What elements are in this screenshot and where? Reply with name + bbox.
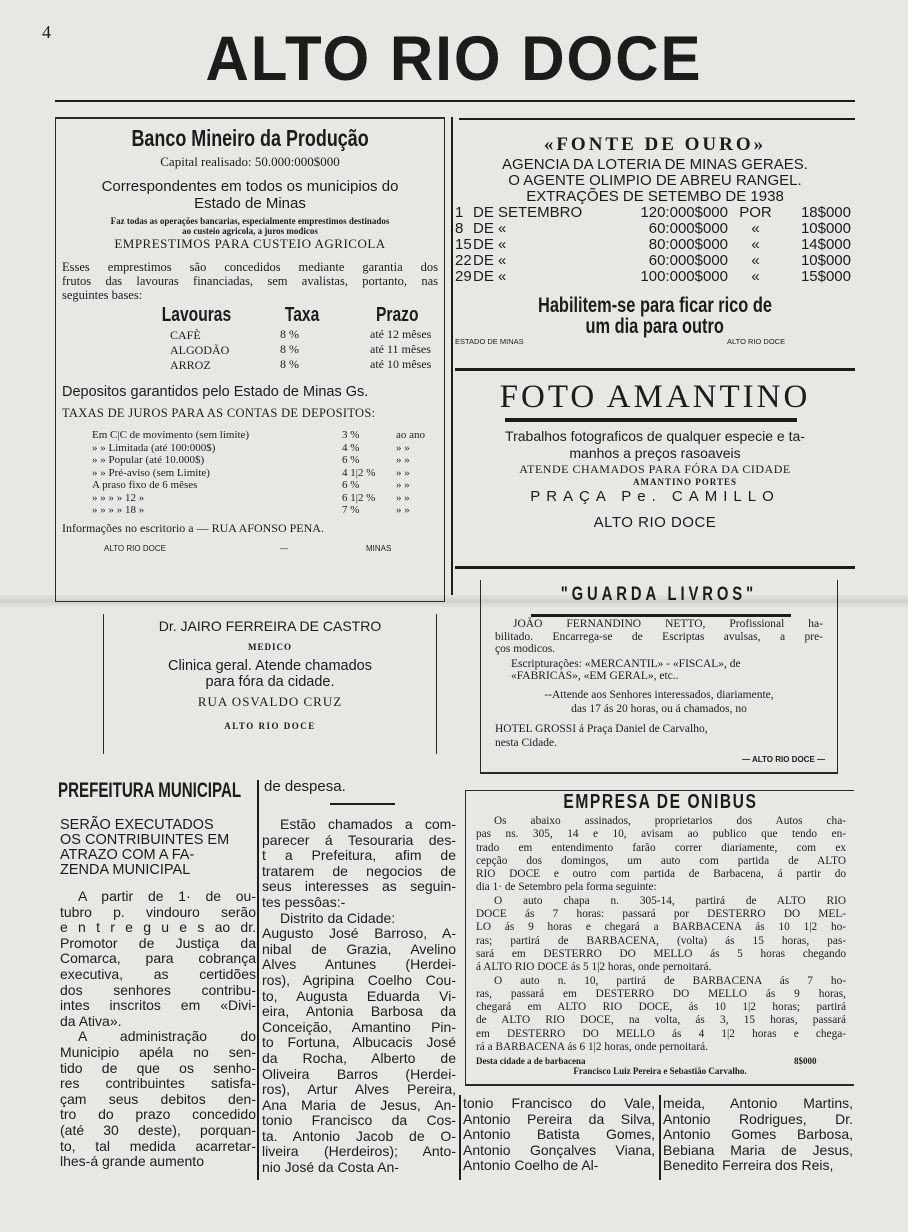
loteria-row: [455, 253, 851, 269]
loteria-row-cell: 10$000: [800, 252, 851, 269]
banco-texto: [62, 260, 438, 302]
text-line: chegará em ALTO RIO DOCE, ás 10 1|2 horas; partirá: [476, 1001, 846, 1014]
taxa-row-cell: 7 %: [342, 504, 360, 516]
text-line: Escripturações: «MERCANTIL» - «FISCAL», de: [511, 657, 741, 670]
text-line: pas ns. 305, 14 e 10, avisam ao publico que tendo en-: [476, 828, 846, 841]
loteria-row: [455, 237, 851, 253]
text-line: frutos das lavouras financiadas, sem avalistas, portanto, nas: [62, 274, 438, 288]
text-line: eira, Antonia Barbosa da: [262, 1003, 456, 1020]
foto-atende: ATENDE CHAMADOS PARA FÓRA DA CIDADE: [519, 462, 791, 476]
taxa-row-cell: 6 1|2 %: [342, 491, 376, 504]
lavoura-row: [152, 327, 431, 342]
lavoura-row: [152, 357, 431, 372]
text-line: to, tal medida acarretar-: [60, 1137, 256, 1154]
loteria-row-cell: 120:000$000: [640, 204, 728, 221]
lavouras-header-row: [152, 304, 431, 327]
onibus-signature: Francisco Luiz Pereira e Sebastião Carvalho.: [573, 1066, 747, 1077]
loteria-row-cell: 15$000: [800, 268, 851, 285]
banco-title: Banco Mineiro da Produção: [131, 125, 369, 151]
text-line: lhes-á grande aumento: [60, 1153, 204, 1170]
text-line: Municipio apéla no sen-: [60, 1043, 256, 1060]
loteria-row-cell: DE «: [473, 220, 507, 237]
medico-name: Dr. JAIRO FERREIRA DE CASTRO: [158, 618, 382, 634]
prefeitura-col-rule-2: [459, 1095, 461, 1180]
loteria-slogan: [455, 295, 855, 337]
loteria-row-cell: «: [751, 220, 760, 237]
loteria-row-cell: 8: [455, 220, 464, 237]
text-line: Antonio Gomes Barbosa,: [663, 1126, 853, 1143]
text-line: ZENDA MUNICIPAL: [60, 862, 191, 878]
text-line: OS CONTRIBUINTES EM: [60, 832, 230, 848]
loteria-row-cell: 14$000: [800, 236, 851, 253]
text-line: sará em DESTERRO DO MELLO ás 5 horas chegando: [476, 947, 846, 960]
banco-informacoes: Informações no escritorio a — RUA AFONSO PENA.: [62, 520, 324, 535]
text-line: cepção dos domingos, um auto com partida de ALTO: [476, 854, 846, 867]
text-line: Os abaixo assinados, proprietarios dos Autos cha-: [494, 815, 846, 827]
loteria-table: [455, 205, 851, 285]
loteria-top-rule: [459, 118, 855, 120]
prefeitura-col-rule-1: [257, 780, 259, 1180]
banco-emprestimos-title: EMPRESTIMOS PARA CUSTEIO AGRICOLA: [114, 236, 386, 251]
masthead: ALTO RIO DOCE: [205, 23, 703, 94]
header-taxa: Taxa: [284, 304, 320, 326]
text-line: Antonio Rodrigues, Dr.: [663, 1110, 853, 1127]
text-line: dia 1· de Setembro pela forma seguinte:: [476, 881, 657, 894]
text-line: Distrito da Cidade:: [280, 909, 396, 926]
onibus-ad: [465, 790, 854, 1086]
medico-ad: [103, 614, 437, 754]
loteria-row-cell: DE «: [473, 252, 507, 269]
text-line: Ana Maria de Jesus, An-: [262, 1096, 456, 1113]
text-line: RIO DOCE e outro com partida de Barbacena, á partir do: [476, 868, 846, 881]
taxa-row-cell: » »: [396, 479, 410, 491]
loteria-row: [455, 269, 851, 285]
text-line: intes inscritos em «Divi-: [60, 997, 256, 1014]
text-line: tes pessôas:-: [262, 893, 346, 910]
text-line: ros), Agripina Coelho Cou-: [262, 971, 456, 988]
text-line: nio José da Costa An-: [262, 1159, 399, 1176]
text-line: tro do prazo concedido: [60, 1106, 256, 1123]
lavoura-row-cell: CAFÈ: [170, 327, 201, 342]
taxa-row: [62, 429, 425, 442]
loteria-ad: [455, 118, 855, 347]
text-line: nesta Cidade.: [495, 736, 557, 749]
text-line: HOTEL GROSSI á Praça Daniel de Carvalho,: [495, 722, 708, 735]
loteria-row-cell: 29: [455, 268, 472, 285]
taxa-row-cell: 6 %: [342, 454, 360, 466]
loteria-row-cell: 60:000$000: [648, 220, 728, 237]
text-line: liveira (Herdeiros); Anto-: [262, 1143, 456, 1160]
taxa-row: [62, 454, 425, 467]
lavoura-row: [152, 342, 431, 357]
taxa-row-cell: Em C|C de movimento (sem limite): [92, 429, 250, 441]
onibus-fare-label: Desta cidade a de barbacena: [476, 1056, 586, 1067]
text-line: Clinica geral. Atende chamados: [168, 658, 372, 674]
text-line-span: Habilitem-se para ficar rico de: [538, 294, 772, 317]
text-line: O auto n. 10, partirá de BARBACENA ás 7 ho-: [494, 974, 846, 987]
text-line: ATRAZO COM A FA-: [60, 847, 195, 863]
foto-owner: AMANTINO PORTES: [633, 477, 737, 487]
loteria-title: «FONTE DE OURO»: [543, 134, 767, 155]
lavouras-table: [152, 304, 431, 372]
column-rule: [451, 117, 453, 595]
text-line: Antonio Coelho de Al-: [463, 1157, 599, 1174]
prefeitura-subtitle: [60, 818, 256, 878]
taxa-row: [62, 479, 425, 492]
text-line: executiva, as certidões: [60, 965, 256, 982]
loteria-row-cell: 60:000$000: [648, 252, 728, 269]
foto-title: FOTO AMANTINO: [499, 379, 811, 415]
foto-address: PRAÇA Pe. CAMILLO: [530, 488, 780, 505]
taxa-row-cell: ao ano: [396, 429, 426, 441]
text-line: Augusto José Barroso, A-: [262, 925, 456, 942]
header-prazo: Prazo: [375, 304, 419, 326]
text-line: çam seus debitos den-: [60, 1090, 256, 1107]
text-line: Comarca, para cobrança: [60, 950, 256, 967]
text-line: tido de que os senho-: [60, 1059, 256, 1076]
guarda-p4: [495, 722, 837, 750]
loteria-row-cell: 22: [455, 252, 472, 269]
text-line: seus interesses as seguin-: [262, 878, 456, 895]
text-line: A partir de 1· de ou-: [78, 888, 256, 904]
text-line: Antonio Batista Gomes,: [463, 1126, 655, 1143]
text-line: Estado de Minas: [194, 195, 306, 212]
guarda-title-rule: [531, 614, 791, 617]
text-line: manhos a preços rasoaveis: [569, 445, 741, 461]
text-line: LO ás 9 horas e chegará a BARBACENA ás 10 1|2 ho-: [476, 921, 846, 934]
loteria-row: [455, 221, 851, 237]
loteria-row-cell: 18$000: [800, 204, 851, 221]
text-line: Correspondentes em todos os municipios do: [101, 178, 399, 195]
text-line: Esses emprestimos são concedidos mediante garantia dos: [62, 260, 438, 274]
text-line: to Fortuna, Albucacis José: [262, 1034, 456, 1051]
prefeitura-col-rule-3: [659, 1095, 661, 1180]
taxa-row-cell: 4 %: [342, 441, 360, 454]
header-lavouras: Lavouras: [161, 304, 232, 326]
medico-address: RUA OSVALDO CRUZ: [197, 694, 343, 709]
text-line: Estão chamados a com-: [280, 816, 456, 832]
text-line: em DESTERRO DO MELLO ás 4 1|2 horas e chega-: [476, 1027, 846, 1040]
prefeitura-col2-top: de despesa.: [264, 778, 346, 795]
text-line: t a Prefeitura, afim de: [262, 847, 456, 864]
text-line: tubro p. vindouro serão: [60, 903, 256, 920]
text-line: Antonio Pereira da Silva,: [463, 1110, 655, 1127]
text-line: meida, Antonio Martins,: [663, 1095, 853, 1111]
lavoura-row-cell: até 12 mêses: [370, 327, 432, 341]
text-line: tonio Francisco da Cos-: [262, 1112, 456, 1129]
taxa-row-cell: » » » » 12 »: [92, 491, 145, 504]
text-line: de ALTO RIO DOCE, na volta, ás 3, 15 horas, passará: [476, 1014, 846, 1027]
loteria-row-cell: POR: [739, 204, 772, 221]
foto-desc: [455, 428, 855, 462]
text-line: O AGENTE OLIMPIO DE ABREU RANGEL.: [508, 172, 802, 189]
onibus-title: EMPRESA DE ONIBUS: [562, 791, 758, 813]
loteria-row-cell: 10$000: [800, 220, 851, 237]
banco-footer-dash: —: [280, 543, 288, 553]
text-line: [455, 295, 855, 316]
taxas-table: [62, 429, 425, 517]
taxa-row: [62, 442, 425, 455]
guarda-title: "GUARDA LIVROS": [560, 584, 758, 605]
text-line: Alves Antunes (Herdei-: [262, 956, 456, 973]
foto-ad: [455, 378, 855, 531]
taxa-row-cell: » » Limitada (até 100:000$): [92, 441, 216, 454]
prefeitura-col2: [262, 817, 456, 1176]
text-line: da Rocha, Alberto de: [262, 1049, 456, 1066]
text-line: Oliveira Barros (Herdei-: [262, 1065, 456, 1082]
text-line: A administração do: [78, 1028, 256, 1045]
loteria-footer-right: ALTO RIO DOCE: [727, 337, 786, 346]
taxa-row-cell: » » » » 18 »: [92, 504, 145, 516]
banco-footer-right: MINAS: [366, 543, 392, 553]
onibus-text: [476, 815, 846, 1054]
guarda-livros-ad: [480, 580, 838, 774]
banco-taxas-title: TAXAS DE JUROS PARA AS CONTAS DE DEPOSITOS:: [62, 406, 376, 420]
loteria-row-cell: 15: [455, 236, 472, 253]
text-line: Trabalhos fotograficos de qualquer especie e ta-: [505, 428, 805, 444]
foto-title-rule: [505, 418, 797, 422]
text-line: [455, 316, 855, 337]
lavoura-row-cell: ARROZ: [170, 357, 211, 372]
text-line: tonio Francisco do Vale,: [463, 1095, 655, 1111]
text-line: para fóra da cidade.: [205, 674, 335, 690]
lavoura-row-cell: até 10 mêses: [370, 357, 432, 371]
text-line: ros), Artur Alves Pereira,: [262, 1081, 456, 1098]
text-line-span: um dia para outro: [585, 315, 725, 338]
taxa-row-cell: » »: [396, 504, 410, 516]
guarda-p2: [511, 658, 837, 683]
taxa-row-cell: » »: [396, 454, 410, 466]
text-line: rá a BARBACENA ás 6 1|2 horas, onde pernoitará.: [476, 1041, 708, 1054]
medico-desc: [104, 658, 436, 690]
taxa-row-cell: 4 1|2 %: [342, 466, 376, 479]
taxa-row: [62, 467, 425, 480]
prefeitura-col1: [60, 889, 256, 1170]
banco-capital: Capital realisado: 50.000:000$000: [160, 154, 340, 169]
banco-footer-left: ALTO RIO DOCE: [104, 543, 166, 553]
text-line: ao custeio agricola, a juros modicos: [182, 226, 318, 236]
text-line: Bebiana Maria de Jesus,: [663, 1141, 853, 1158]
text-line: bilitado. Encarrega-se de Escriptas avulsas, a pre-: [495, 630, 823, 643]
text-line: dos senhores contribu-: [60, 981, 256, 998]
loteria-row: [455, 205, 851, 221]
loteria-row-cell: 100:000$000: [640, 268, 728, 285]
text-line: --Attende aos Senhores interessados, diariamente,: [544, 688, 774, 701]
loteria-row-cell: «: [751, 268, 760, 285]
text-line: to, Augusta Eduarda Vi-: [262, 987, 456, 1004]
text-line: AGENCIA DA LOTERIA DE MINAS GERAES.: [502, 156, 808, 173]
text-line: ras; partirá de BARBACENA, (volta) ás 15 horas, pas-: [476, 934, 846, 947]
text-line: da Ativa».: [60, 1012, 122, 1029]
banco-depositos: Depositos garantidos pelo Estado de Minas Gs.: [62, 384, 369, 400]
text-line: ras, passará em DESTERRO DO MELLO ás 9 horas,: [476, 987, 846, 1000]
page-number: 4: [42, 22, 51, 42]
taxa-row-cell: » »: [396, 441, 410, 454]
loteria-row-cell: «: [751, 236, 760, 253]
lavoura-row-cell: até 11 mêses: [370, 342, 431, 356]
taxa-row: [62, 492, 425, 505]
lavoura-row-cell: 8 %: [280, 342, 299, 356]
text-line: ços modicos.: [495, 643, 556, 655]
text-line: Promotor de Justiça da: [60, 934, 256, 951]
text-line: trado em entendimento farão correr diariamente, com ex: [476, 841, 846, 854]
prefeitura-col4: [663, 1096, 853, 1174]
text-line: Antonio Gonçalves Viana,: [463, 1141, 655, 1158]
taxa-row-cell: » »: [396, 466, 410, 479]
masthead-rule: [55, 100, 855, 102]
medico-role: MEDICO: [248, 642, 292, 652]
lavoura-row-cell: 8 %: [280, 327, 299, 341]
taxa-row-cell: 3 %: [342, 429, 360, 441]
taxa-row-cell: » » Popular (até 10.000$): [92, 454, 205, 466]
taxa-row-cell: » »: [396, 491, 410, 504]
banco-ad: [55, 117, 445, 602]
loteria-bottom-rule: [455, 368, 855, 371]
guarda-footer: — ALTO RIO DOCE —: [742, 755, 825, 764]
text-line: nibal de Grazia, Avelino: [262, 940, 456, 957]
foto-bottom-rule: [455, 566, 855, 569]
medico-city: ALTO RIO DOCE: [224, 721, 316, 731]
banco-operacoes: [56, 216, 444, 236]
text-line: Conceição, Amantino Pin-: [262, 1018, 456, 1035]
text-line: seguintes bases:: [62, 288, 143, 302]
text-line: O auto chapa n. 305-14, partirá de ALTO RIO: [494, 894, 846, 907]
text-line: e n t r e g u e s ao dr.: [60, 919, 256, 936]
text-line: Benedito Ferreira dos Reis,: [663, 1157, 834, 1174]
lavoura-row-cell: ALGODÃO: [170, 342, 230, 357]
loteria-row-cell: 80:000$000: [648, 236, 728, 253]
taxa-row-cell: A praso fixo de 6 mêses: [92, 479, 198, 491]
guarda-p1: [495, 618, 823, 656]
onibus-fare: 8$000: [794, 1056, 817, 1067]
text-line: SERÃO EXECUTADOS: [60, 817, 214, 833]
text-line: Faz todas as operações bancarias, especialmente emprestimos destinados: [110, 216, 390, 226]
prefeitura-title: PREFEITURA MUNICIPAL: [58, 779, 242, 802]
lavoura-row-cell: 8 %: [280, 357, 299, 371]
text-line: res contribuintes satisfa-: [60, 1075, 256, 1092]
text-line: parecer á Tesouraria des-: [262, 831, 456, 848]
text-line: EXTRAÇÕES DE SETEMBO DE 1938: [526, 188, 784, 205]
loteria-row-cell: 1: [455, 204, 464, 221]
foto-city: ALTO RIO DOCE: [593, 514, 717, 531]
loteria-row-cell: «: [751, 252, 760, 269]
banco-correspondentes: [56, 178, 444, 212]
loteria-row-cell: DE «: [473, 268, 507, 285]
text-line: DOCE ás 7 horas: passará por DESTERRO DO MEL-: [476, 908, 846, 921]
taxa-row-cell: » » Pré-aviso (sem Limite): [92, 466, 210, 479]
text-line: JOÃO FERNANDINO NETTO, Profissional ha-: [513, 618, 823, 630]
loteria-footer-left: ESTADO DE MINAS: [455, 337, 524, 346]
taxa-row-cell: 6 %: [342, 479, 360, 491]
guarda-p3: [481, 688, 837, 716]
text-line: (até 30 deste), porquan-: [60, 1121, 256, 1138]
text-line: tratarem de negocios de: [262, 862, 456, 879]
text-line: das 17 ás 20 horas, ou á chamados, no: [571, 702, 747, 715]
text-line: «FABRICAS», «EM GERAL», etc..: [511, 670, 679, 682]
loteria-row-cell: DE «: [473, 236, 507, 253]
taxa-row: [62, 504, 425, 517]
prefeitura-separator: [330, 803, 395, 805]
text-line: ta. Antonio Jacob de O-: [262, 1127, 456, 1144]
text-line: á ALTO RIO DOCE ás 5 1|2 horas, onde pernoitará.: [476, 961, 712, 974]
loteria-row-cell: DE SETEMBRO: [473, 204, 583, 221]
loteria-lines: [455, 157, 855, 205]
prefeitura-col3: [463, 1096, 655, 1174]
